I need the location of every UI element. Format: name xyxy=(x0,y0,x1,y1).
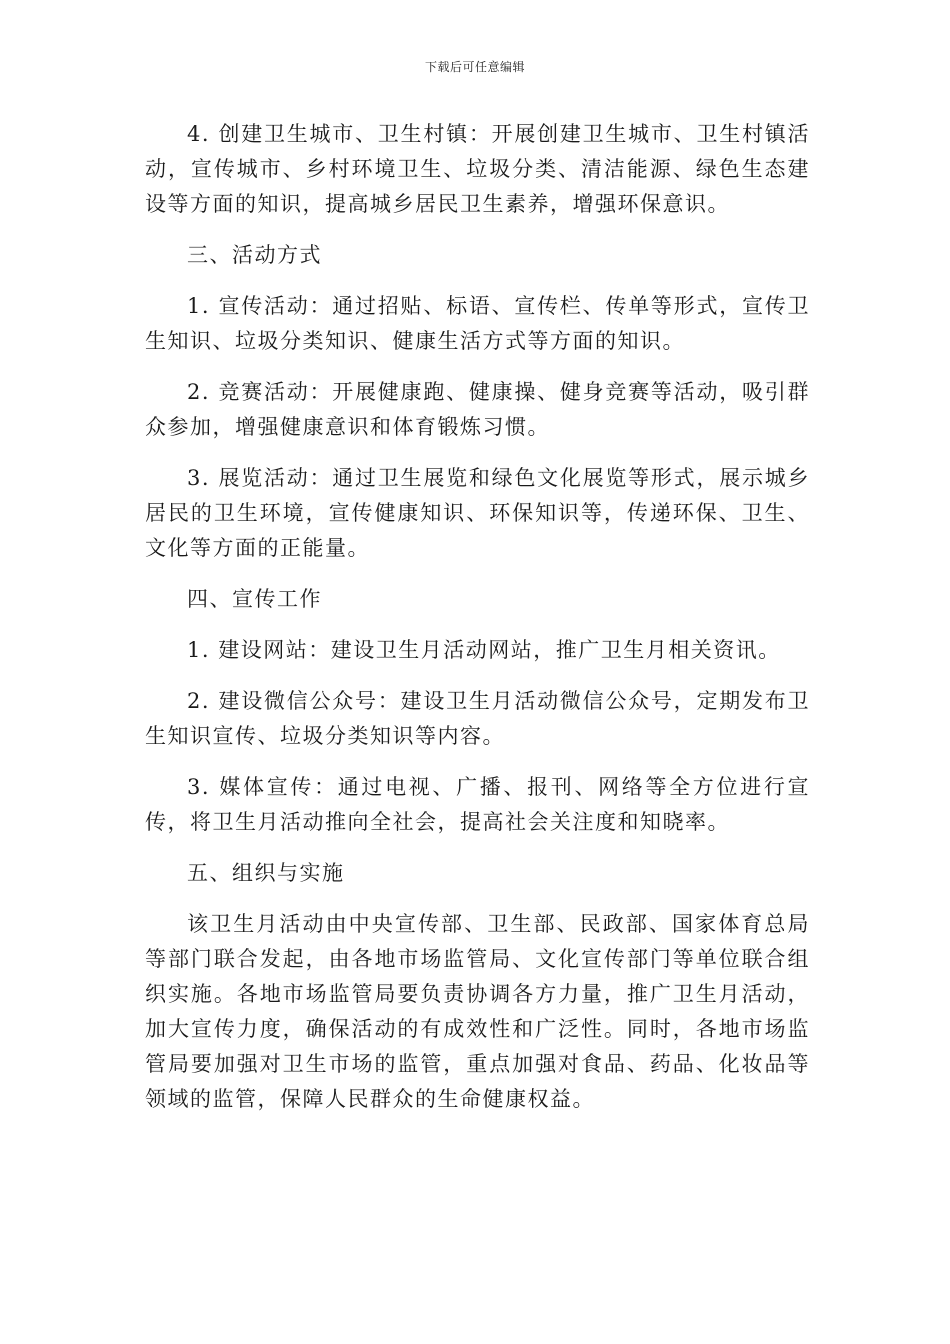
section-heading-organization: 五、组织与实施 xyxy=(187,861,345,885)
page-header-note: 下载后可任意编辑 xyxy=(424,60,525,74)
paragraph-exhibition-activities: 3. 展览活动：通过卫生展览和绿色文化展览等形式，展示城乡居民的卫生环境，宣传健康知识、环保知识等，传递环保、卫生、文化等方面的正能量。 xyxy=(145,466,810,560)
paragraph-competition-activities: 2. 竞赛活动：开展健康跑、健康操、健身竞赛等活动，吸引群众参加，增强健康意识和体育锻炼习惯。 xyxy=(145,380,810,439)
paragraph-organization-details: 该卫生月活动由中央宣传部、卫生部、民政部、国家体育总局等部门联合发起，由各地市场监管局、文化宣传部门等单位联合组织实施。各地市场监管局要负责协调各方力量，推广卫生月活动，加大宣传力度，确保活动的有成效性和广泛性。同时，各地市场监管局要加强对卫生市场的监管，重点加强对食品、药品、化妆品等领域的监管，保障人民群众的生命健康权益。 xyxy=(145,912,810,1111)
document-body xyxy=(145,117,810,1133)
paragraph-publicity-activities: 1. 宣传活动：通过招贴、标语、宣传栏、传单等形式，宣传卫生知识、垃圾分类知识、健康生活方式等方面的知识。 xyxy=(145,294,810,353)
section-heading-publicity-work: 四、宣传工作 xyxy=(187,587,322,611)
paragraph-build-website: 1. 建设网站：建设卫生月活动网站，推广卫生月相关资讯。 xyxy=(187,638,781,662)
paragraph-create-sanitary-city: 4. 创建卫生城市、卫生村镇：开展创建卫生城市、卫生村镇活动，宣传城市、乡村环境卫生、垃圾分类、清洁能源、绿色生态建设等方面的知识，提高城乡居民卫生素养，增强环保意识。 xyxy=(145,122,810,216)
paragraph-media-publicity: 3. 媒体宣传：通过电视、广播、报刊、网络等全方位进行宣传，将卫生月活动推向全社会，提高社会关注度和知晓率。 xyxy=(145,775,810,834)
paragraph-wechat-account: 2. 建设微信公众号：建设卫生月活动微信公众号，定期发布卫生知识宣传、垃圾分类知识等内容。 xyxy=(145,689,810,748)
section-heading-activity-methods: 三、活动方式 xyxy=(187,243,322,267)
